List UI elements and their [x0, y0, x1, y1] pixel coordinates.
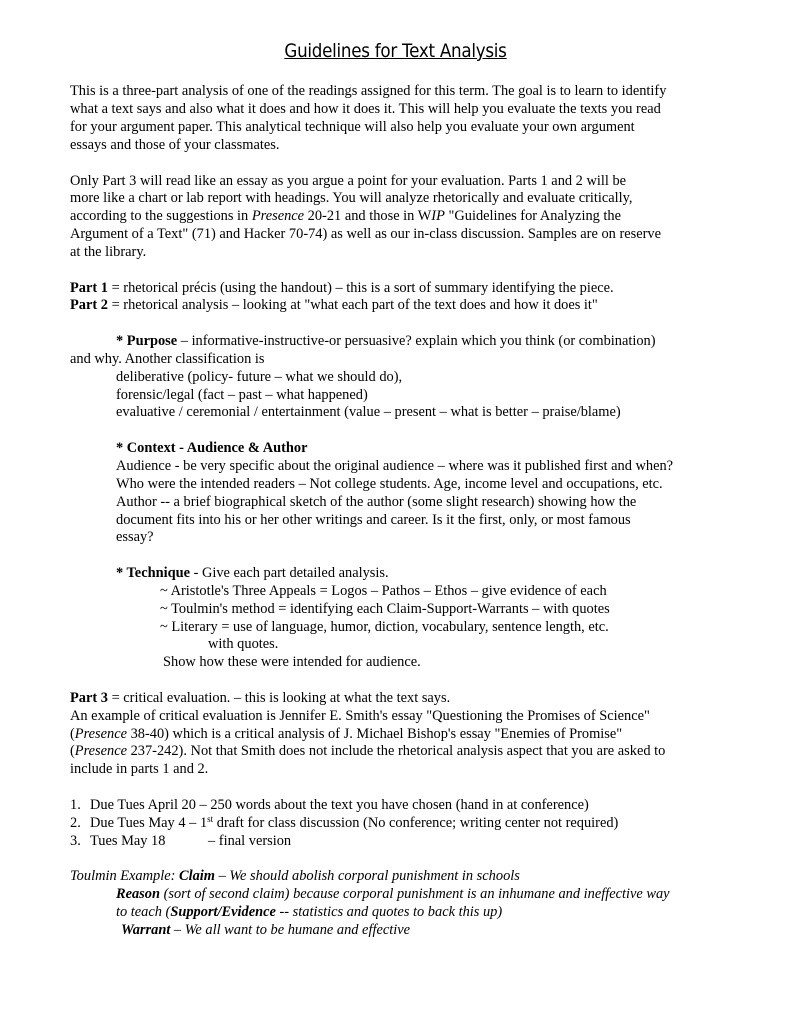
note-line-3	[70, 208, 621, 226]
purpose-line-1	[116, 333, 656, 351]
part-3-line-5: include in parts 1 and 2.	[70, 761, 209, 777]
due-item-2-a: Due Tues May 4 – 1	[90, 815, 208, 831]
context-line-5: essay?	[116, 529, 154, 545]
technique-label: * Technique	[116, 565, 190, 581]
toulmin-line-2	[116, 886, 670, 904]
toulmin-line-4	[121, 922, 410, 940]
toulmin-claim-text: – We should abolish corporal punishment in schools	[214, 868, 520, 884]
part-3-line-3	[70, 726, 622, 744]
due-item-2-sup: st	[207, 814, 214, 824]
part-3-line-1	[70, 690, 450, 708]
note-line-1: Only Part 3 will read like an essay as you argue a point for your evaluation. Parts 1 and 2 will be	[70, 173, 627, 189]
due-item-1-num: 1.	[70, 797, 81, 813]
purpose-line-3: deliberative (policy- future – what we should do),	[116, 369, 403, 385]
context-heading	[116, 440, 307, 458]
due-item-2	[70, 815, 81, 833]
presence-title-2: Presence	[74, 726, 127, 742]
wip-title: IP	[431, 208, 445, 224]
technique-line-1	[116, 565, 389, 583]
due-item-1	[70, 797, 81, 815]
context-label: * Context - Audience & Author	[116, 440, 308, 456]
context-line-1: Audience - be very specific about the original audience – where was it published first and when?	[116, 458, 674, 474]
part-3-line-4	[70, 743, 665, 761]
toulmin-reason-text: (sort of second claim) because corporal punishment is an inhumane and ineffective way	[159, 886, 670, 902]
note-line-5: at the library.	[70, 244, 147, 260]
due-item-1-text: Due Tues April 20 – 250 words about the text you have chosen (hand in at conference)	[90, 797, 589, 813]
part-1-line	[70, 280, 614, 298]
part-3-line-3-text: 38-40) which is a critical analysis of J. Michael Bishop's essay "Enemies of Promise"	[127, 726, 623, 742]
context-line-4: document fits into his or her other writings and career. Is it the first, only, or most famous	[116, 512, 631, 528]
toulmin-support-label: Support/Evidence	[170, 904, 276, 920]
part-3-text: = critical evaluation. – this is looking at what the text says.	[107, 690, 451, 706]
page-title: Guidelines for Text Analysis	[284, 40, 507, 62]
intro-line-3: for your argument paper. This analytical technique will also help you evaluate your own argument	[70, 119, 635, 135]
context-line-2: Who were the intended readers – Not college students. Age, income level and occupations, etc.	[116, 476, 663, 492]
purpose-line-4: forensic/legal (fact – past – what happened)	[116, 387, 368, 403]
purpose-label: * Purpose	[116, 333, 178, 349]
technique-line-6: Show how these were intended for audience.	[163, 654, 421, 670]
due-item-3-date: Tues May 18	[90, 833, 166, 849]
part-3-label: Part 3	[70, 690, 108, 706]
due-item-3	[70, 833, 81, 851]
toulmin-line-1	[70, 868, 520, 886]
part-2-line	[70, 297, 598, 315]
purpose-text: – informative-instructive-or persuasive? explain which you think (or combination)	[177, 333, 656, 349]
toulmin-warrant-label: Warrant	[121, 922, 171, 938]
note-line-3-e: "Guidelines for Analyzing the	[444, 208, 622, 224]
note-line-3-c: 20-21 and those in W	[304, 208, 432, 224]
toulmin-claim-label: Claim	[179, 868, 215, 884]
toulmin-reason-label: Reason	[116, 886, 160, 902]
due-item-3-text: – final version	[208, 833, 292, 849]
part-3-line-4-text: 237-242). Not that Smith does not include the rhetorical analysis aspect that you are asked to	[127, 743, 666, 759]
due-item-2-num: 2.	[70, 815, 81, 831]
note-line-2: more like a chart or lab report with headings. You will analyze rhetorically and evaluate critically,	[70, 190, 633, 206]
toulmin-line-3	[116, 904, 502, 922]
presence-title-3: Presence	[74, 743, 127, 759]
intro-line-2: what a text says and also what it does and how it does it. This will help you evaluate the texts you read	[70, 101, 661, 117]
toulmin-warrant-text: – We all want to be humane and effective	[170, 922, 410, 938]
part-3-line-2: An example of critical evaluation is Jennifer E. Smith's essay "Questioning the Promises of Science"	[70, 708, 650, 724]
toulmin-teach-text: to teach (	[116, 904, 171, 920]
part-2-label: Part 2	[70, 297, 108, 313]
note-line-3-a: according to the suggestions in	[70, 208, 252, 224]
due-item-2-b: draft for class discussion (No conference; writing center not required)	[213, 815, 619, 831]
technique-line-2: ~ Aristotle's Three Appeals = Logos – Pathos – Ethos – give evidence of each	[160, 583, 607, 599]
part-1-text: = rhetorical précis (using the handout) – this is a sort of summary identifying the piece.	[107, 280, 614, 296]
toulmin-intro: Toulmin Example:	[70, 868, 179, 884]
technique-text: - Give each part detailed analysis.	[189, 565, 389, 581]
due-item-3-num: 3.	[70, 833, 81, 849]
intro-line-1: This is a three-part analysis of one of the readings assigned for this term. The goal is to learn to identify	[70, 83, 667, 99]
part-2-text: = rhetorical analysis – looking at "what each part of the text does and how it does it"	[107, 297, 598, 313]
paren-open: (	[70, 726, 75, 742]
purpose-line-5: evaluative / ceremonial / entertainment (value – present – what is better – praise/blame)	[116, 404, 621, 420]
intro-line-4: essays and those of your classmates.	[70, 137, 280, 153]
part-1-label: Part 1	[70, 280, 108, 296]
technique-line-5: with quotes.	[208, 636, 279, 652]
paren-open-2: (	[70, 743, 75, 759]
context-line-3: Author -- a brief biographical sketch of the author (some slight research) showing how the	[116, 494, 637, 510]
note-line-4: Argument of a Text" (71) and Hacker 70-74) as well as our in-class discussion. Samples are on reserve	[70, 226, 661, 242]
due-item-2-text	[90, 815, 618, 833]
presence-title: Presence	[251, 208, 305, 224]
toulmin-support-text: -- statistics and quotes to back this up)	[275, 904, 503, 920]
purpose-line-2: and why. Another classification is	[70, 351, 265, 367]
technique-line-3: ~ Toulmin's method = identifying each Claim-Support-Warrants – with quotes	[160, 601, 610, 617]
technique-line-4: ~ Literary = use of language, humor, diction, vocabulary, sentence length, etc.	[160, 619, 609, 635]
